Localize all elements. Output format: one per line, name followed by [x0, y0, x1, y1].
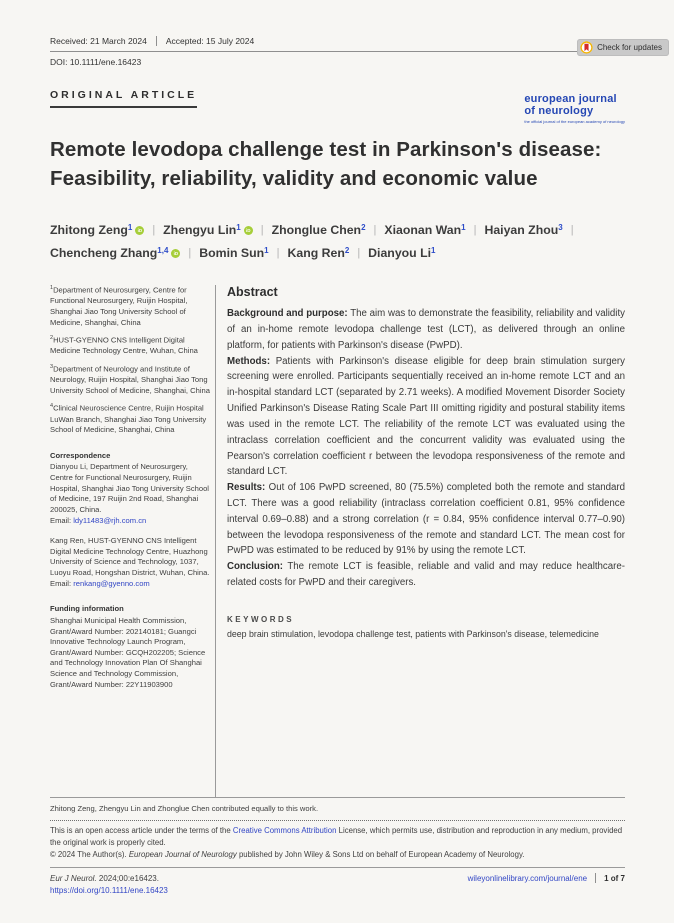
abstract-section-label: Conclusion: — [227, 561, 283, 573]
affiliation-item — [50, 364, 212, 396]
author — [163, 223, 253, 237]
citation — [50, 874, 159, 883]
keywords-text: deep brain stimulation, levodopa challenge test, patients with Parkinson's disease, telemedicine — [227, 628, 599, 639]
orcid-icon[interactable]: iD — [244, 226, 253, 235]
cc-license-link[interactable]: Creative Commons Attribution — [232, 826, 337, 836]
author-name: Haiyan Zhou — [484, 223, 559, 238]
affiliation-item — [50, 285, 212, 328]
author-superscript: 1 — [461, 223, 466, 233]
journal-logo-line2: of neurology — [524, 105, 594, 118]
orcid-icon[interactable]: iD — [171, 249, 180, 258]
author-separator: | — [152, 224, 156, 237]
open-access-text: This is an open access article under the terms of the — [50, 826, 233, 836]
author — [384, 223, 465, 237]
abstract-section — [227, 559, 625, 591]
affiliation-number: 3 — [50, 364, 54, 371]
open-access-note — [50, 821, 625, 867]
check-for-updates-button[interactable] — [577, 39, 669, 56]
author-name: Dianyou Li — [368, 246, 432, 261]
abstract-section-label: Results: — [227, 482, 266, 494]
citation-block — [50, 873, 168, 897]
abstract-section — [227, 354, 625, 481]
orcid-icon[interactable]: iD — [135, 226, 144, 235]
affiliation-text: Department of Neurosurgery, Centre for Functional Neurosurgery, Ruijin Hospital, Shanghai Jiao Tong University School of Medicine, Shanghai, China — [50, 285, 188, 327]
affiliation-text: Department of Neurology and Institute of Neurology, Ruijin Hospital, Shanghai Jiao Tong University School of Medicine, Shanghai, China — [50, 364, 210, 395]
affiliation-number: 1 — [50, 285, 54, 292]
footer-right — [468, 873, 625, 883]
header-rule — [50, 51, 625, 52]
author-separator: | — [188, 247, 192, 260]
copyright-pre: © 2024 The Author(s). — [50, 850, 129, 860]
copyright-post: published by John Wiley & Sons Ltd on behalf of European Academy of Neurology. — [236, 850, 525, 860]
equal-contribution-note: Zhitong Zeng, Zhengyu Lin and Zhonglue Chen contributed equally to this work. — [50, 804, 319, 814]
author-separator: | — [373, 224, 377, 237]
author-superscript: 1 — [264, 246, 269, 256]
author-name: Zhengyu Lin — [163, 223, 237, 238]
email-link[interactable]: renkang@gyenno.com — [73, 578, 150, 588]
abstract-section — [227, 480, 625, 559]
abstract-section-text: Out of 106 PwPD screened, 80 (75.5%) completed both the remote and standard LCT. There was a good reliability (intraclass correlation coefficient 0.81, 95% confidence interval 0.69–0.88) and a strong correlation (r = 0.84, 95% confidence interval 0.77–0.90) between the levodopa responsiveness of the remote and standard LCT. The mean cost for PwPD was estimated to be reduced by 91% by using the remote LCT. — [227, 482, 625, 557]
footer-bar — [50, 868, 625, 897]
journal-logo — [524, 93, 625, 124]
journal-logo-tagline: the official journal of the european academy of neurology — [524, 118, 625, 124]
sidebar — [50, 285, 212, 797]
author-separator: | — [357, 247, 361, 260]
keywords-heading: KEYWORDS — [227, 614, 295, 624]
funding-heading: Funding information — [50, 604, 124, 614]
correspondence-block — [50, 536, 212, 589]
author-separator: | — [570, 224, 574, 237]
author-superscript: 1 — [236, 223, 241, 233]
received-date: Received: 21 March 2024 — [50, 36, 147, 46]
correspondence-text: Dianyou Li, Department of Neurosurgery, Centre for Functional Neurosurgery, Ruijin Hospital, Shanghai Jiao Tong University School of Medicine, 197 Ruijin 2nd Road, Shanghai 200025, China. — [50, 462, 209, 514]
doi-text: DOI: 10.1111/ene.16423 — [50, 57, 142, 67]
open-access-text: License, which permits use, distribution and reproduction in any medium, provided the original work is properly cited. — [50, 826, 623, 848]
author-list — [50, 223, 625, 260]
abstract-section-label: Background and purpose: — [227, 308, 348, 320]
page-title-line2: Feasibility, reliability, validity and economic value — [50, 167, 538, 191]
correspondence-block — [50, 462, 212, 526]
abstract-heading: Abstract — [227, 285, 278, 300]
affiliation-number: 2 — [50, 335, 54, 342]
page-title-line1: Remote levodopa challenge test in Parkinson's disease: — [50, 138, 602, 161]
affiliation-text: HUST-GYENNO CNS Intelligent Digital Medicine Technology Centre, Wuhan, China — [50, 335, 198, 356]
author-separator: | — [473, 224, 477, 237]
check-for-updates-label: Check for updates — [597, 43, 662, 52]
author-name: Xiaonan Wan — [384, 223, 462, 238]
author — [484, 223, 562, 237]
abstract-section-text: The aim was to demonstrate the feasibility, reliability and validity of an in-home remote levodopa challenge test (LCT), as delivered through an online platform, for patients with Parkinson's disease (PwPD). — [227, 308, 625, 351]
email-link[interactable]: ldy11483@rjh.com.cn — [73, 515, 147, 525]
doi-link[interactable]: https://doi.org/10.1111/ene.16423 — [50, 886, 168, 896]
affiliation-item — [50, 335, 212, 357]
email-label: Email: — [50, 578, 74, 588]
author-name: Zhitong Zeng — [50, 223, 128, 238]
article-type-label: ORIGINAL ARTICLE — [50, 89, 197, 108]
author — [287, 246, 349, 260]
author — [50, 246, 180, 260]
author-name: Kang Ren — [287, 246, 345, 261]
author-separator: | — [260, 224, 264, 237]
correspondence-text: Kang Ren, HUST-GYENNO CNS Intelligent Digital Medicine Technology Centre, Huazhong University of Science and Technology, 1037, Luoyu Road, Hongshan District, Wuhan, China. — [50, 536, 210, 578]
article-first-page — [0, 36, 674, 897]
author-separator: | — [276, 247, 280, 260]
funding-text: Shanghai Municipal Health Commission, Grant/Award Number: 202140181; Guangci Innovative Technology Launch Program, Grant/Award Number: GCQH202205; Science and Technology Innovation Plan Of Shanghai Science and Technology Commission, Grant/Award Number: 22Y11903900 — [50, 615, 206, 689]
author — [50, 223, 144, 237]
copyright-journal-name: European Journal of Neurology — [128, 850, 237, 860]
check-for-updates-icon — [580, 41, 593, 54]
abstract-section-text: Patients with Parkinson's disease eligible for deep brain stimulation surgery screening were enrolled. Participants sequentially received an in-home remote LCT and an in-hospital standard LCT (separated by 2.71 weeks). A modified Movement Disorder Society Unified Parkinson's Disease Rating Scale Part III omitting rigidity and postural stability items was used in the remote LCT. The reliability of the remote LCT was evaluated using the intraclass correlation coefficient and the concurrent validity was evaluated using the Pearson's correlation coefficient r between the levodopa responsiveness of the remote and standard LCT. — [227, 355, 625, 478]
citation-rest: 2024;00:e16423. — [96, 874, 159, 884]
dates-row — [50, 36, 625, 46]
author-superscript: 3 — [558, 223, 563, 233]
email-label: Email: — [50, 515, 74, 525]
page-title — [50, 135, 625, 193]
affiliation-item — [50, 403, 212, 435]
author-superscript: 1,4 — [157, 246, 169, 256]
dates-divider — [156, 36, 157, 46]
accepted-date: Accepted: 15 July 2024 — [165, 36, 255, 46]
author — [272, 223, 366, 237]
abstract-column — [216, 285, 625, 797]
journal-link[interactable]: wileyonlinelibrary.com/journal/ene — [467, 873, 588, 883]
page-number-divider — [595, 873, 596, 883]
author-superscript: 2 — [361, 223, 366, 233]
author-superscript: 1 — [127, 223, 133, 233]
author — [368, 246, 435, 260]
abstract-section-label: Methods: — [227, 355, 271, 367]
abstract-section-text: The remote LCT is feasible, reliable and valid and may reduce healthcare-related costs for PwPD and their caregivers. — [227, 561, 625, 589]
page-number: 1 of 7 — [604, 873, 625, 883]
author-superscript: 1 — [431, 246, 436, 256]
author-name: Zhonglue Chen — [271, 223, 362, 238]
two-column-section — [50, 285, 625, 797]
correspondence-heading: Correspondence — [50, 450, 111, 460]
author-name: Chencheng Zhang — [50, 246, 158, 261]
copyright-note — [50, 850, 524, 859]
abstract-section — [227, 306, 625, 353]
author-superscript: 2 — [344, 246, 350, 256]
citation-journal-abbrev: Eur J Neurol. — [50, 874, 97, 884]
affiliation-text: Clinical Neuroscience Centre, Ruijin Hospital LuWan Branch, Shanghai Jiao Tong University School of Medicine, Shanghai, China — [50, 403, 207, 435]
author — [199, 246, 268, 260]
author-name: Bomin Sun — [199, 246, 265, 261]
affiliation-number: 4 — [50, 403, 54, 410]
journal-logo-line1: european journal — [524, 93, 617, 105]
